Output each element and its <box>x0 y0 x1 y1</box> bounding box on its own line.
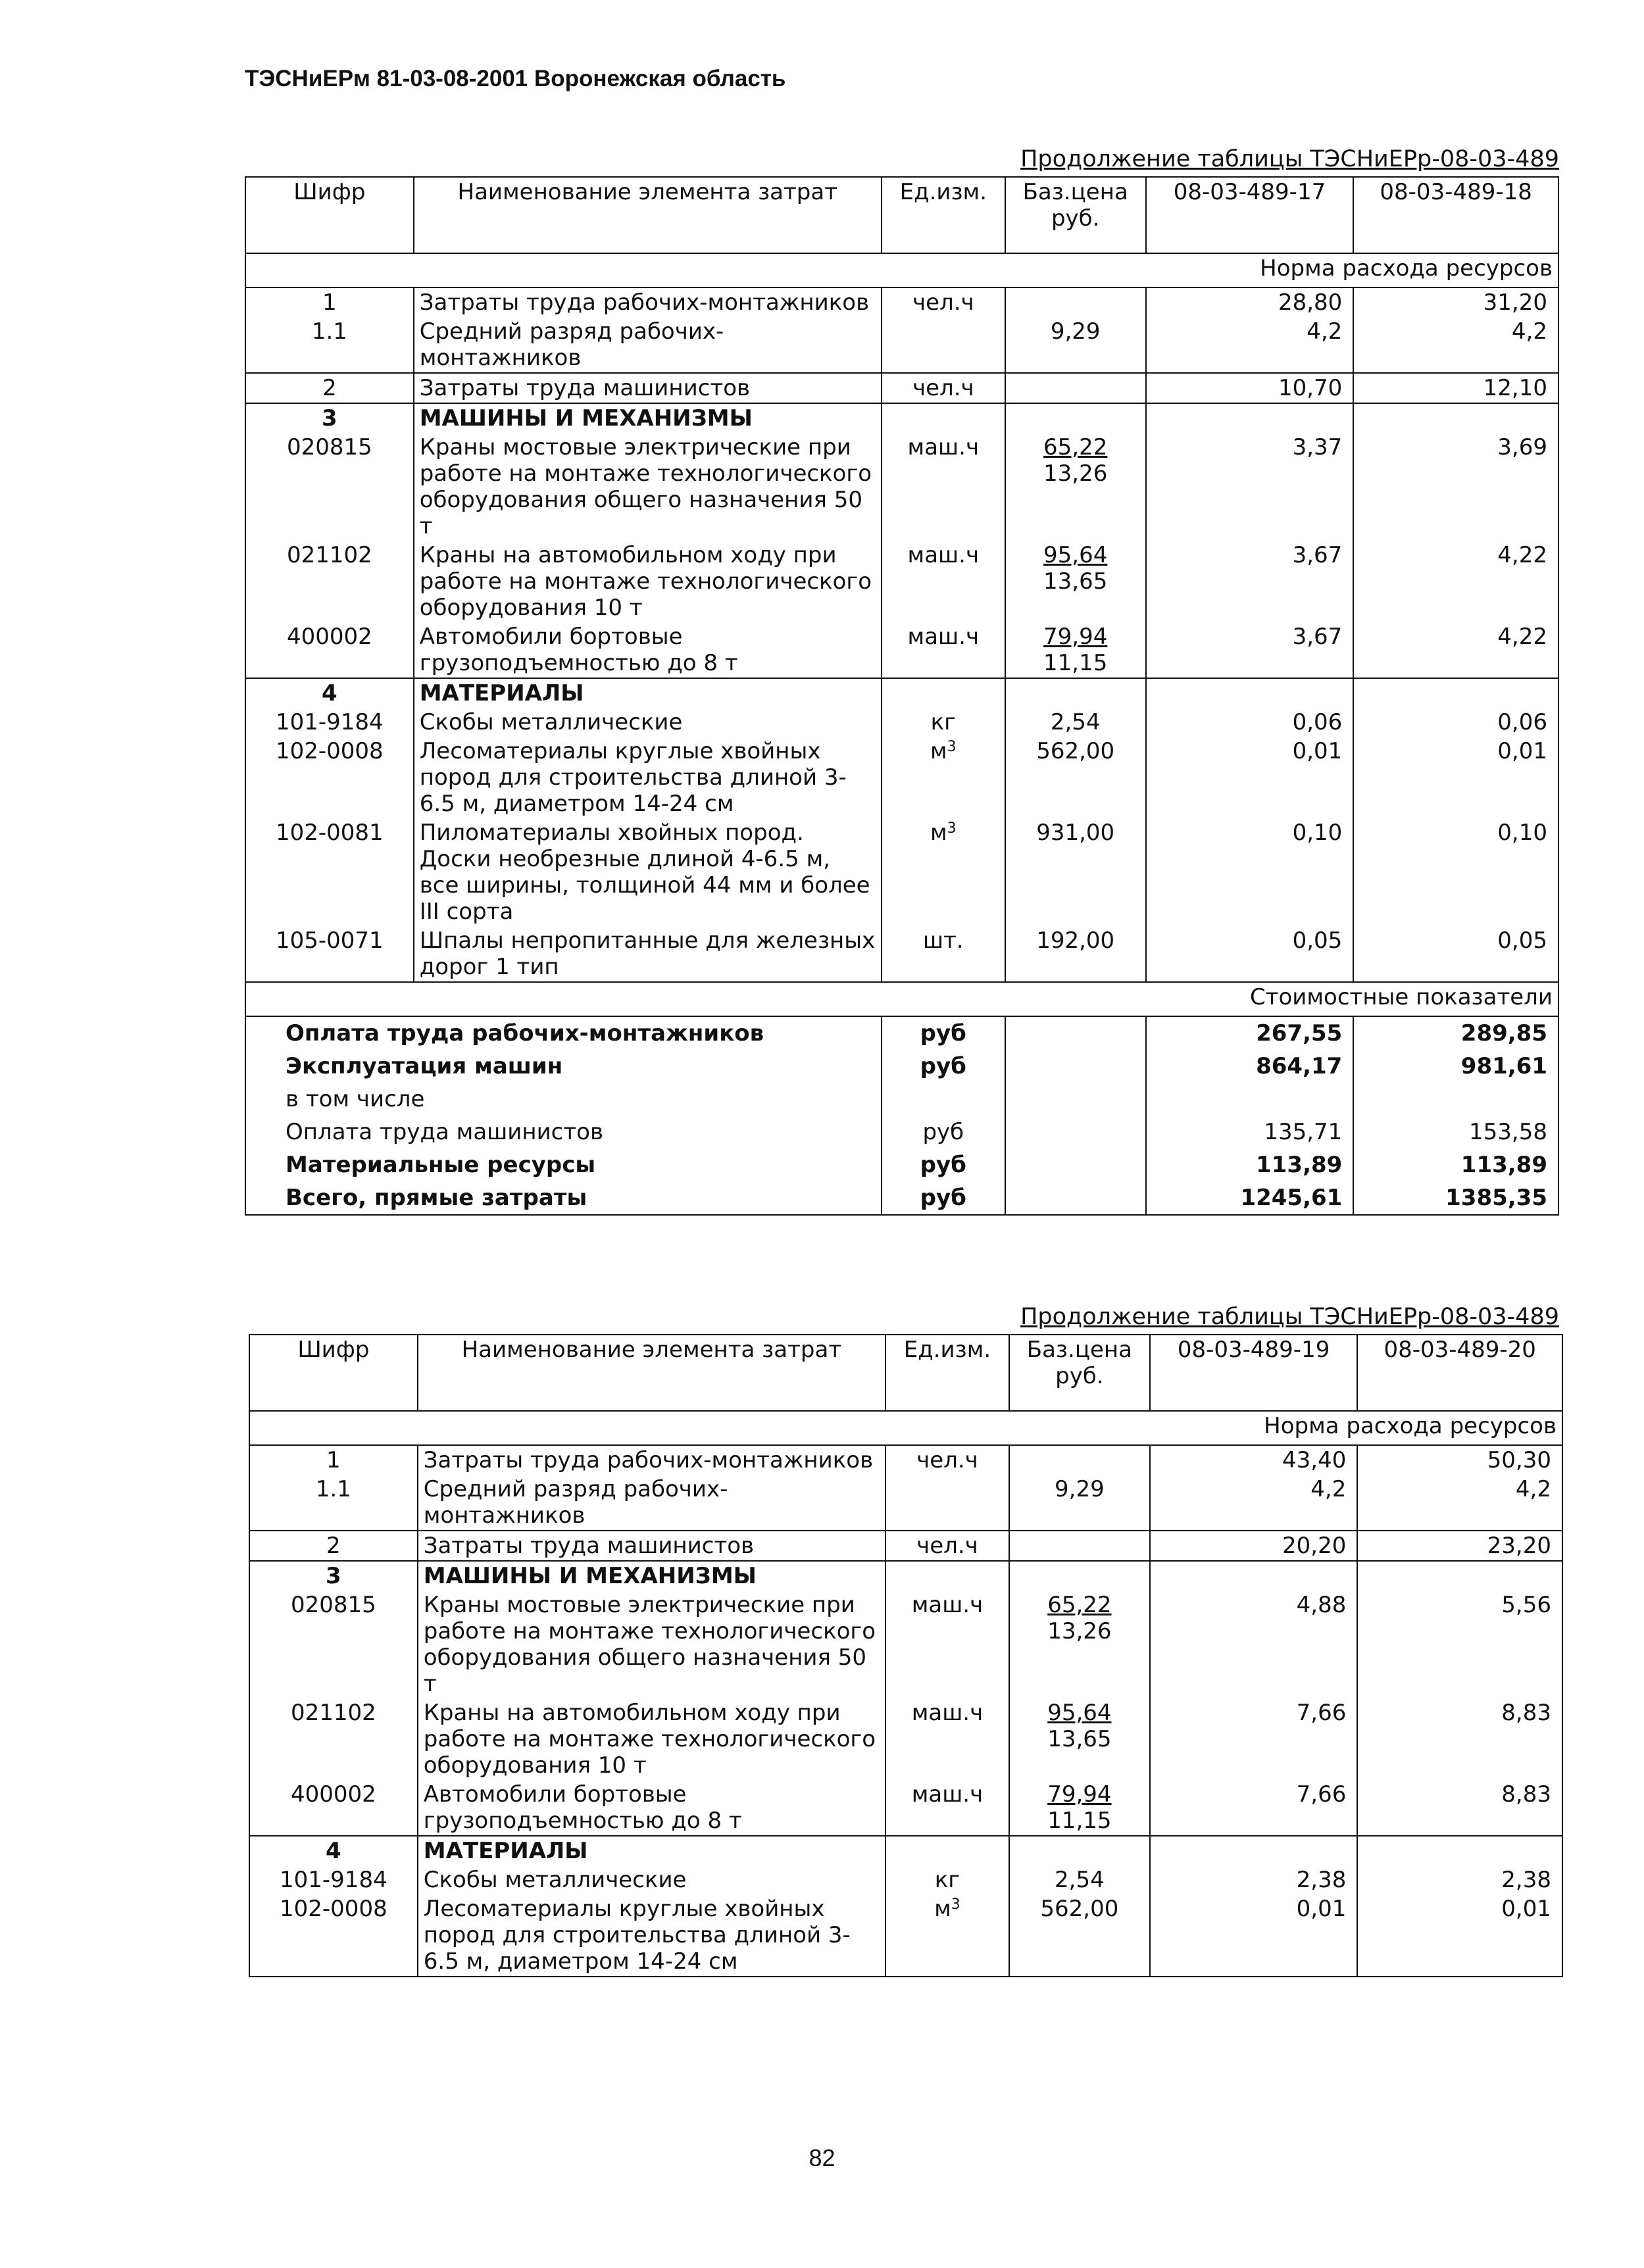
summary-unit: руб <box>882 1181 1005 1215</box>
unit-cell: маш.ч <box>885 1590 1009 1698</box>
table2-body <box>249 1335 1562 1977</box>
norm-caption: Норма расхода ресурсов <box>249 1411 1562 1445</box>
summary-label: в том числе <box>245 1083 882 1116</box>
name-cell: Краны на автомобильном ходу при работе на монтаже технологического оборудования 10 т <box>414 541 882 622</box>
name-cell: МАТЕРИАЛЫ <box>418 1836 885 1865</box>
code-cell: 102-0008 <box>245 737 414 818</box>
name-cell: Лесоматериалы круглые хвойных пород для строительства длиной 3-6.5 м, диаметром 14-24 см <box>418 1894 885 1977</box>
name-cell: Краны мостовые электрические при работе на монтаже технологического оборудования общего назначения 50 т <box>414 433 882 541</box>
document-header: ТЭСНиЕРм 81-03-08-2001 Воронежская область <box>245 66 786 91</box>
table-row <box>249 1531 1562 1561</box>
norm-caption-row <box>249 1411 1562 1445</box>
name-cell: Скобы металлические <box>418 1865 885 1894</box>
code-cell: 1 <box>245 287 414 317</box>
summary-value-b <box>1353 1083 1558 1116</box>
summary-row <box>245 1016 1558 1050</box>
summary-value-b: 113,89 <box>1353 1148 1558 1181</box>
norm-caption: Норма расхода ресурсов <box>245 253 1558 287</box>
table-row <box>245 317 1558 373</box>
resource-table-2 <box>249 1334 1563 1977</box>
summary-value-b: 981,61 <box>1353 1050 1558 1083</box>
price-bottom: 13,26 <box>1043 460 1108 487</box>
name-cell: Автомобили бортовые грузоподъемностью до 8 т <box>418 1780 885 1836</box>
unit-cell <box>885 1894 1009 1977</box>
value-b-cell: 50,30 <box>1357 1445 1562 1475</box>
summary-unit <box>882 1083 1005 1116</box>
code-cell: 102-0008 <box>249 1894 418 1977</box>
header-price-line1: Баз.цена <box>1026 1337 1132 1363</box>
value-b-cell <box>1357 1836 1562 1865</box>
code-cell: 021102 <box>249 1698 418 1780</box>
cost-caption-row <box>245 982 1558 1016</box>
summary-price <box>1005 1148 1146 1181</box>
price-cell <box>1005 373 1146 403</box>
table-row <box>249 1698 1562 1780</box>
value-a-cell: 0,05 <box>1146 926 1354 982</box>
price-cell: 2,54 <box>1009 1865 1150 1894</box>
value-b-cell <box>1357 1561 1562 1590</box>
value-b-cell <box>1353 403 1558 433</box>
code-cell: 101-9184 <box>249 1865 418 1894</box>
unit-superscript: 3 <box>947 820 957 837</box>
table-row <box>245 678 1558 708</box>
price-cell <box>1009 1590 1150 1698</box>
header-name: Наименование элемента затрат <box>414 177 882 253</box>
summary-unit: руб <box>882 1116 1005 1148</box>
value-b-cell: 0,05 <box>1353 926 1558 982</box>
table-row <box>249 1780 1562 1836</box>
header-column-a: 08-03-489-17 <box>1146 177 1354 253</box>
code-cell: 3 <box>249 1561 418 1590</box>
unit-superscript: 3 <box>947 739 957 755</box>
price-cell <box>1009 1780 1150 1836</box>
value-a-cell <box>1150 1836 1358 1865</box>
name-cell: Затраты труда машинистов <box>414 373 882 403</box>
summary-label: Эксплуатация машин <box>245 1050 882 1083</box>
value-a-cell: 43,40 <box>1150 1445 1358 1475</box>
unit-cell <box>885 1475 1009 1531</box>
value-a-cell: 4,88 <box>1150 1590 1358 1698</box>
summary-value-a: 113,89 <box>1146 1148 1354 1181</box>
summary-price <box>1005 1116 1146 1148</box>
header-unit: Ед.изм. <box>882 177 1005 253</box>
summary-value-a: 135,71 <box>1146 1116 1354 1148</box>
unit-cell <box>882 737 1005 818</box>
value-a-cell <box>1146 403 1354 433</box>
value-a-cell: 7,66 <box>1150 1780 1358 1836</box>
table-row <box>245 373 1558 403</box>
value-b-cell: 5,56 <box>1357 1590 1562 1698</box>
table1-body <box>245 177 1558 1215</box>
price-cell <box>1005 287 1146 317</box>
summary-value-a: 1245,61 <box>1146 1181 1354 1215</box>
price-cell <box>1005 678 1146 708</box>
unit-cell: кг <box>885 1865 1009 1894</box>
table-row <box>249 1590 1562 1698</box>
value-b-cell: 0,10 <box>1353 818 1558 926</box>
price-cell <box>1009 1531 1150 1561</box>
summary-row <box>245 1116 1558 1148</box>
table-row <box>249 1561 1562 1590</box>
table-row <box>245 737 1558 818</box>
price-cell: 931,00 <box>1005 818 1146 926</box>
name-cell: МАТЕРИАЛЫ <box>414 678 882 708</box>
value-b-cell: 8,83 <box>1357 1698 1562 1780</box>
unit-cell: кг <box>882 708 1005 737</box>
norm-caption-row <box>245 253 1558 287</box>
table-row <box>249 1894 1562 1977</box>
header-price-line1: Баз.цена <box>1022 179 1128 205</box>
unit-text: м <box>934 1896 951 1922</box>
header-price-line2: руб. <box>1055 1363 1104 1389</box>
name-cell: Краны на автомобильном ходу при работе на монтаже технологического оборудования 10 т <box>418 1698 885 1780</box>
code-cell: 101-9184 <box>245 708 414 737</box>
table-row <box>245 622 1558 678</box>
summary-value-a <box>1146 1083 1354 1116</box>
unit-cell: шт. <box>882 926 1005 982</box>
table-row <box>249 1865 1562 1894</box>
value-b-cell: 4,22 <box>1353 622 1558 678</box>
unit-cell: маш.ч <box>885 1780 1009 1836</box>
header-row <box>249 1335 1562 1411</box>
price-cell: 2,54 <box>1005 708 1146 737</box>
value-a-cell: 0,01 <box>1146 737 1354 818</box>
value-b-cell: 31,20 <box>1353 287 1558 317</box>
price-cell: 562,00 <box>1009 1894 1150 1977</box>
header-name: Наименование элемента затрат <box>418 1335 885 1411</box>
value-a-cell: 7,66 <box>1150 1698 1358 1780</box>
value-b-cell: 2,38 <box>1357 1865 1562 1894</box>
page-number: 82 <box>809 2144 835 2171</box>
price-top: 79,94 <box>1043 624 1108 650</box>
value-b-cell: 0,01 <box>1357 1894 1562 1977</box>
code-cell: 020815 <box>249 1590 418 1698</box>
code-cell: 1.1 <box>245 317 414 373</box>
value-a-cell <box>1146 678 1354 708</box>
header-price <box>1009 1335 1150 1411</box>
value-b-cell: 0,06 <box>1353 708 1558 737</box>
value-a-cell <box>1150 1561 1358 1590</box>
unit-cell: чел.ч <box>885 1445 1009 1475</box>
table-row <box>245 926 1558 982</box>
unit-cell: маш.ч <box>882 622 1005 678</box>
header-price <box>1005 177 1146 253</box>
price-cell: 192,00 <box>1005 926 1146 982</box>
price-cell: 9,29 <box>1005 317 1146 373</box>
value-b-cell: 23,20 <box>1357 1531 1562 1561</box>
value-b-cell <box>1353 678 1558 708</box>
name-cell: Затраты труда рабочих-монтажников <box>418 1445 885 1475</box>
price-cell <box>1009 1698 1150 1780</box>
value-a-cell: 3,67 <box>1146 622 1354 678</box>
unit-cell: маш.ч <box>885 1698 1009 1780</box>
summary-unit: руб <box>882 1016 1005 1050</box>
table-row <box>245 403 1558 433</box>
header-code: Шифр <box>249 1335 418 1411</box>
code-cell: 2 <box>249 1531 418 1561</box>
header-code: Шифр <box>245 177 414 253</box>
unit-cell: маш.ч <box>882 541 1005 622</box>
unit-text: м <box>930 738 947 764</box>
value-a-cell: 20,20 <box>1150 1531 1358 1561</box>
unit-text: м <box>930 820 947 846</box>
price-bottom: 13,65 <box>1047 1726 1112 1752</box>
code-cell: 021102 <box>245 541 414 622</box>
summary-label: Оплата труда машинистов <box>245 1116 882 1148</box>
header-column-b: 08-03-489-20 <box>1357 1335 1562 1411</box>
price-cell <box>1005 541 1146 622</box>
price-cell: 562,00 <box>1005 737 1146 818</box>
value-b-cell: 4,2 <box>1353 317 1558 373</box>
value-a-cell: 2,38 <box>1150 1865 1358 1894</box>
table-row <box>245 818 1558 926</box>
code-cell: 1.1 <box>249 1475 418 1531</box>
price-top: 79,94 <box>1047 1781 1112 1808</box>
unit-superscript: 3 <box>951 1896 960 1913</box>
price-cell <box>1009 1445 1150 1475</box>
table-row <box>245 708 1558 737</box>
value-b-cell: 3,69 <box>1353 433 1558 541</box>
price-top: 65,22 <box>1047 1592 1112 1618</box>
header-column-a: 08-03-489-19 <box>1150 1335 1358 1411</box>
header-row <box>245 177 1558 253</box>
unit-cell <box>885 1561 1009 1590</box>
price-bottom: 13,65 <box>1043 568 1108 595</box>
name-cell: Краны мостовые электрические при работе на монтаже технологического оборудования общего назначения 50 т <box>418 1590 885 1698</box>
header-price-line2: руб. <box>1051 205 1100 232</box>
table-row <box>249 1445 1562 1475</box>
code-cell: 020815 <box>245 433 414 541</box>
summary-value-b: 153,58 <box>1353 1116 1558 1148</box>
summary-row <box>245 1050 1558 1083</box>
table-row <box>245 433 1558 541</box>
summary-row <box>245 1181 1558 1215</box>
unit-cell: чел.ч <box>882 373 1005 403</box>
value-b-cell: 0,01 <box>1353 737 1558 818</box>
resource-table-1 <box>245 176 1559 1216</box>
code-cell: 105-0071 <box>245 926 414 982</box>
unit-cell <box>885 1836 1009 1865</box>
summary-label: Оплата труда рабочих-монтажников <box>245 1016 882 1050</box>
summary-value-b: 289,85 <box>1353 1016 1558 1050</box>
name-cell: Затраты труда машинистов <box>418 1531 885 1561</box>
value-b-cell: 4,22 <box>1353 541 1558 622</box>
price-bottom: 13,26 <box>1047 1618 1112 1644</box>
summary-row <box>245 1083 1558 1116</box>
price-top: 95,64 <box>1047 1700 1112 1726</box>
summary-price <box>1005 1050 1146 1083</box>
value-a-cell: 4,2 <box>1146 317 1354 373</box>
name-cell: Пиломатериалы хвойных пород. Доски необрезные длиной 4-6.5 м, все ширины, толщиной 44 мм и более III сорта <box>414 818 882 926</box>
unit-cell: чел.ч <box>882 287 1005 317</box>
summary-price <box>1005 1016 1146 1050</box>
summary-value-b: 1385,35 <box>1353 1181 1558 1215</box>
code-cell: 2 <box>245 373 414 403</box>
name-cell: МАШИНЫ И МЕХАНИЗМЫ <box>418 1561 885 1590</box>
price-cell <box>1005 433 1146 541</box>
table-row <box>249 1475 1562 1531</box>
table-row <box>245 287 1558 317</box>
price-cell <box>1005 403 1146 433</box>
value-b-cell: 12,10 <box>1353 373 1558 403</box>
code-cell: 4 <box>249 1836 418 1865</box>
value-b-cell: 4,2 <box>1357 1475 1562 1531</box>
name-cell: Средний разряд рабочих-монтажников <box>414 317 882 373</box>
value-a-cell: 28,80 <box>1146 287 1354 317</box>
code-cell: 1 <box>249 1445 418 1475</box>
cost-caption: Стоимостные показатели <box>245 982 1558 1016</box>
price-top: 95,64 <box>1043 542 1108 568</box>
header-column-b: 08-03-489-18 <box>1353 177 1558 253</box>
summary-price <box>1005 1181 1146 1215</box>
price-top: 65,22 <box>1043 434 1108 460</box>
name-cell: Автомобили бортовые грузоподъемностью до 8 т <box>414 622 882 678</box>
value-a-cell: 0,10 <box>1146 818 1354 926</box>
price-bottom: 11,15 <box>1043 650 1108 676</box>
table-row <box>245 541 1558 622</box>
value-a-cell: 10,70 <box>1146 373 1354 403</box>
summary-price <box>1005 1083 1146 1116</box>
name-cell: Затраты труда рабочих-монтажников <box>414 287 882 317</box>
price-cell <box>1005 622 1146 678</box>
unit-cell <box>882 678 1005 708</box>
price-cell <box>1009 1561 1150 1590</box>
price-cell: 9,29 <box>1009 1475 1150 1531</box>
table2-continuation-title: Продолжение таблицы ТЭСНиЕРр-08-03-489 <box>1020 1304 1559 1330</box>
summary-value-a: 864,17 <box>1146 1050 1354 1083</box>
summary-unit: руб <box>882 1148 1005 1181</box>
summary-row <box>245 1148 1558 1181</box>
value-a-cell: 4,2 <box>1150 1475 1358 1531</box>
table1-continuation-title: Продолжение таблицы ТЭСНиЕРр-08-03-489 <box>1020 146 1559 172</box>
name-cell: Средний разряд рабочих-монтажников <box>418 1475 885 1531</box>
value-a-cell: 0,01 <box>1150 1894 1358 1977</box>
name-cell: Лесоматериалы круглые хвойных пород для строительства длиной 3-6.5 м, диаметром 14-24 см <box>414 737 882 818</box>
unit-cell <box>882 818 1005 926</box>
summary-label: Всего, прямые затраты <box>245 1181 882 1215</box>
summary-unit: руб <box>882 1050 1005 1083</box>
header-unit: Ед.изм. <box>885 1335 1009 1411</box>
value-b-cell: 8,83 <box>1357 1780 1562 1836</box>
unit-cell: чел.ч <box>885 1531 1009 1561</box>
code-cell: 3 <box>245 403 414 433</box>
code-cell: 102-0081 <box>245 818 414 926</box>
name-cell: Скобы металлические <box>414 708 882 737</box>
price-cell <box>1009 1836 1150 1865</box>
name-cell: Шпалы непропитанные для железных дорог 1 тип <box>414 926 882 982</box>
value-a-cell: 3,67 <box>1146 541 1354 622</box>
summary-label: Материальные ресурсы <box>245 1148 882 1181</box>
summary-value-a: 267,55 <box>1146 1016 1354 1050</box>
price-bottom: 11,15 <box>1047 1808 1112 1834</box>
code-cell: 400002 <box>249 1780 418 1836</box>
table-row <box>249 1836 1562 1865</box>
name-cell: МАШИНЫ И МЕХАНИЗМЫ <box>414 403 882 433</box>
unit-cell <box>882 317 1005 373</box>
code-cell: 4 <box>245 678 414 708</box>
value-a-cell: 3,37 <box>1146 433 1354 541</box>
code-cell: 400002 <box>245 622 414 678</box>
value-a-cell: 0,06 <box>1146 708 1354 737</box>
unit-cell: маш.ч <box>882 433 1005 541</box>
unit-cell <box>882 403 1005 433</box>
